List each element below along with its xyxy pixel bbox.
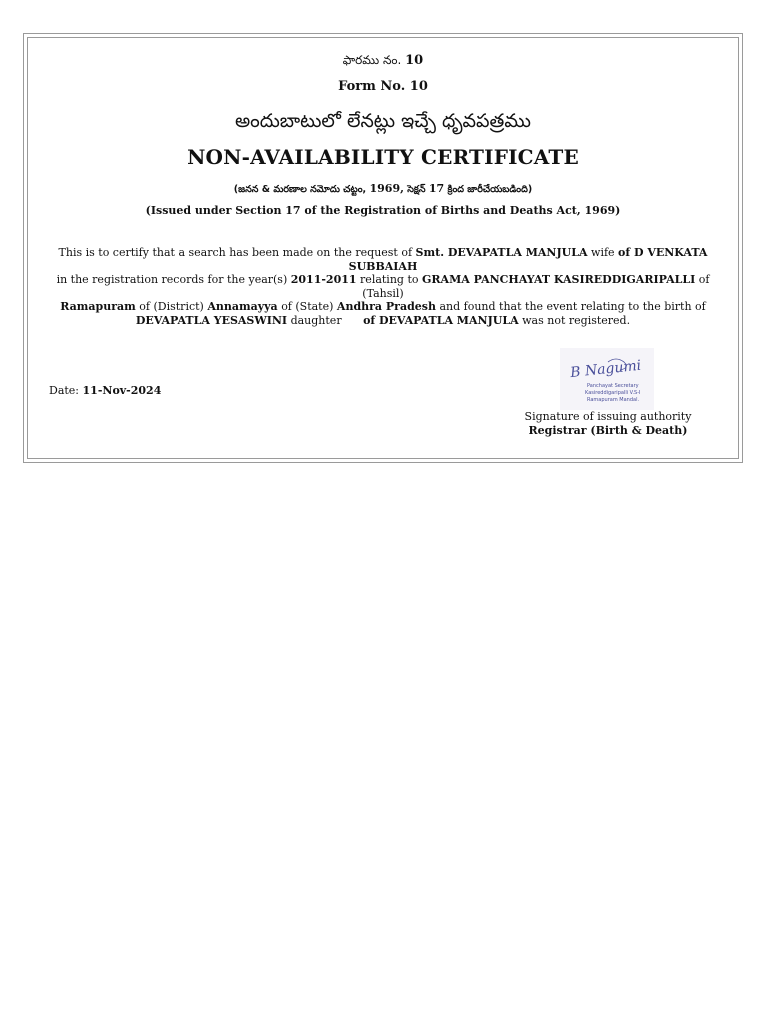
body-text-2: wife [591,246,615,259]
registration-years: 2011-2011 [290,273,357,287]
certificate-title: NON-AVAILABILITY CERTIFICATE [187,145,579,169]
signature-seal-image [560,348,654,410]
district-name: Annamayya [207,300,278,314]
telugu-sub-number: 17 [428,182,445,195]
child-name: DEVAPATLA YESASWINI [135,313,288,327]
certificate-subtitle: (Issued under Section 17 of the Registration of Births and Deaths Act, 1969) [145,204,621,217]
body-text-4: relating to [360,273,419,287]
telugu-sub-year: 1969, [369,182,404,195]
parent-name: of DEVAPATLA MANJULA [363,313,519,327]
seal-line-2: Kasireddigaripalli V.S-I [585,390,641,396]
form-number: Form No. 10 [338,79,428,94]
telugu-sub-section: సెక్షన్ [407,184,426,195]
seal-line-3: Ramapuram Mandal. [587,397,640,403]
seal-line-1: Panchayat Secretary [587,383,639,389]
place-name: GRAMA PANCHAYAT KASIREDDIGARIPALLI [422,273,696,287]
certificate-border [23,33,743,463]
telugu-title: అందుబాటులో లేనట్లు ఇచ్చే ధృవపత్రము [234,110,532,132]
body-text-7: of (State) [281,300,334,314]
body-text-3: in the registration records for the year(s) [56,273,288,287]
body-text-1: This is to certify that a search has been made on the request of [58,246,413,259]
requester-name: Smt. DEVAPATLA MANJULA [415,246,588,259]
date-value: 11-Nov-2024 [82,384,162,397]
issue-date [49,384,161,397]
telugu-sub-close: క్రింద జారీచేయబడింది) [447,184,533,195]
telugu-form-number [28,53,738,70]
telugu-sub-open: (జనన & మరణాల నమోదు చట్టం, [233,184,367,195]
signature-seal-graphic [560,348,654,410]
tahsil-name: Ramapuram [60,300,136,314]
state-name: Andhra Pradesh [336,300,436,314]
body-text-10: was not registered. [522,313,631,327]
telugu-form-prefix: ఫారము నం. [342,53,402,67]
certificate-inner-border [27,37,739,459]
body-text-6: of (District) [139,300,204,314]
body-text-5: of (Tahsil) [362,273,710,300]
relation-name: of D VENKATA SUBBAIAH [348,246,708,273]
signature-role: Registrar (Birth & Death) [528,424,688,437]
telugu-subtitle [28,182,738,197]
body-text-9: daughter [290,313,342,327]
date-label: Date: [49,384,80,397]
signature-label: Signature of issuing authority [524,410,692,423]
telugu-form-number-value: 10 [405,53,424,68]
body-text-8: and found that the event relating to the birth of [439,300,706,314]
certificate-body [38,246,728,328]
handwritten-signature: B Nagumi [569,357,642,382]
